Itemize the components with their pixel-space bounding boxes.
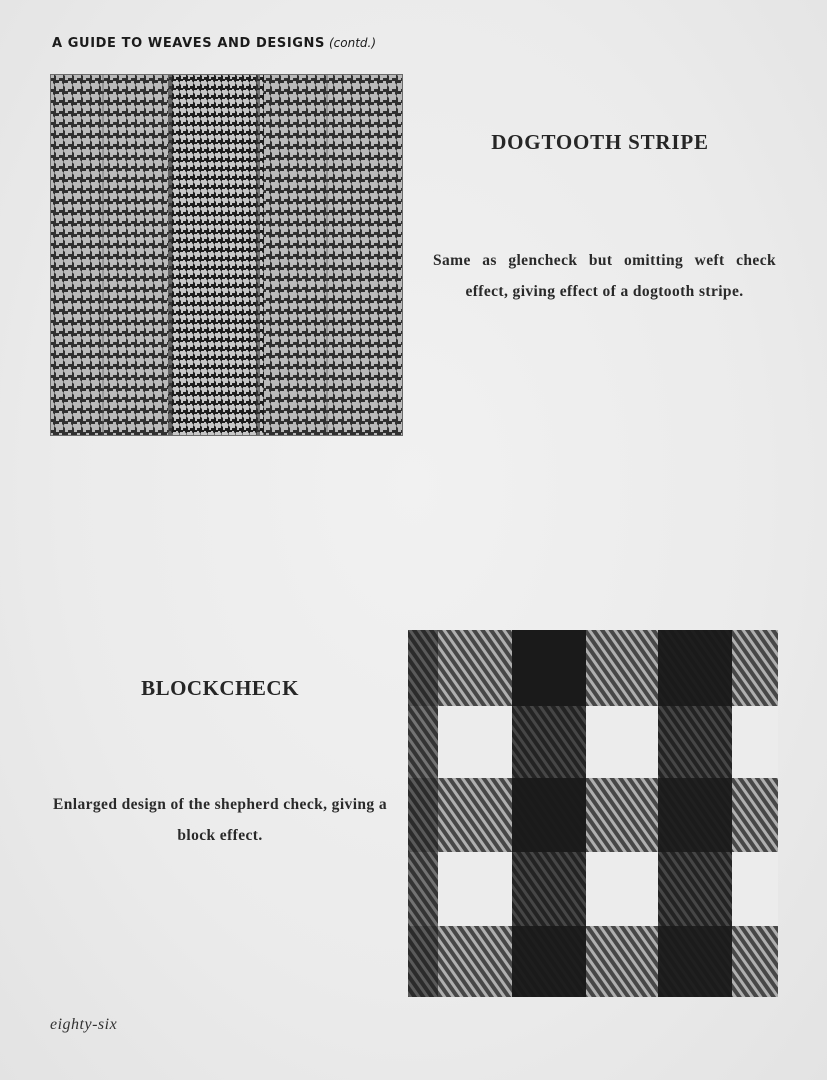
- blockcheck-title: BLOCKCHECK: [141, 676, 299, 700]
- dogtooth-fabric-image: [50, 74, 403, 436]
- running-title: A GUIDE TO WEAVES AND DESIGNS: [52, 36, 325, 51]
- dogtooth-stripe-description: Same as glencheck but omitting weft check effect, giving effect of a dogtooth stripe.: [433, 252, 776, 300]
- blockcheck-swatch: [408, 630, 778, 997]
- page-number: eighty-six: [50, 1016, 118, 1033]
- running-head: [52, 36, 376, 51]
- running-title-contd: (contd.): [328, 36, 377, 50]
- blockcheck-fabric-image: [408, 630, 778, 997]
- dogtooth-stripe-swatch: [50, 74, 403, 436]
- blockcheck-description: Enlarged design of the shepherd check, giving a block effect.: [53, 796, 387, 844]
- dogtooth-stripe-title: DOGTOOTH STRIPE: [491, 130, 709, 154]
